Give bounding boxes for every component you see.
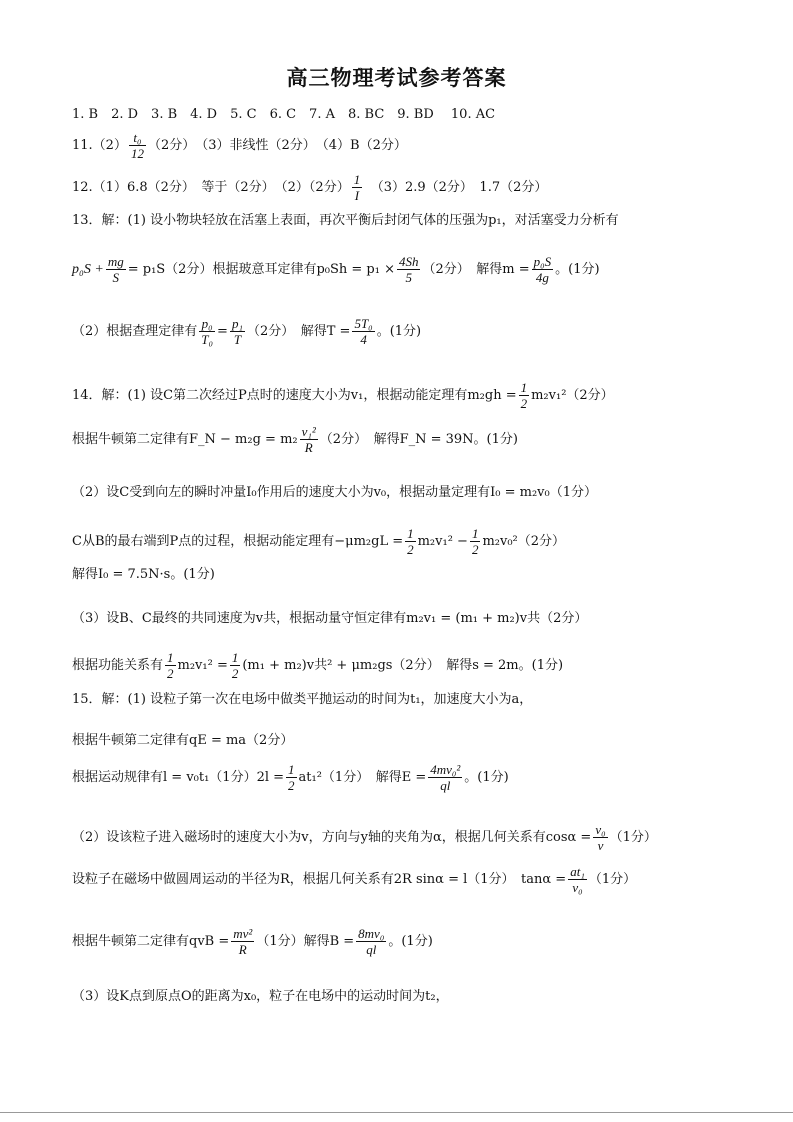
- fraction: $\frac{\text{at₁}}{\text{v₀}}$: [570, 864, 585, 895]
- fraction: $\frac{1}{2}$: [407, 526, 414, 557]
- answer-line-11: 11.（2） $\frac{\text{t₀}}{12}$ （2分） （3）非线性（2分） （4）B（2分）: [72, 130, 407, 161]
- answer-line-15-5: 设粒子在磁场中做圆周运动的半径为R，根据几何关系有2R sinα = l（1分） tanα = $\frac{\text{at₁}}{\text{v₀}}$ （1分）: [72, 864, 637, 895]
- fraction: $\frac{1}{2}$: [288, 762, 295, 793]
- answer-line-15-2: 根据牛顿第二定律有qE = ma（2分）: [72, 733, 294, 748]
- answer-line-15-6: 根据牛顿第二定律有qvB = $\frac{\text{mv²}}{R}$ （1分）解得B = $\frac{\text{8mv₀}}{ql}$ 。(1分): [72, 926, 433, 957]
- fraction: $\frac{1}{I}$: [353, 172, 361, 203]
- answer-line-14-3: （2）设C受到向左的瞬时冲量I₀作用后的速度大小为v₀，根据动量定理有I₀ = m₂v₀（1分）: [72, 485, 597, 500]
- fraction: $\frac{1}{2}$: [471, 526, 479, 557]
- answer-line-15-7: （3）设K点到原点O的距离为x₀，粒子在电场中的运动时间为t₂，: [72, 989, 449, 1004]
- fraction: $\frac{1}{2}$: [520, 380, 528, 411]
- answer-line-14-4: C从B的最右端到P点的过程，根据动能定理有−μm₂gL = $\frac{1}{2}$ m₂v₁² − $\frac{1}{2}$ m₂v₀²（2分）: [72, 526, 566, 557]
- answer-line-15-4: （2）设该粒子进入磁场时的速度大小为v，方向与y轴的夹角为α，根据几何关系有cosα = $\frac{\text{v₀}}{v}$ （1分）: [72, 822, 657, 853]
- fraction: $\frac{1}{2}$: [167, 650, 174, 681]
- fraction: $\frac{4Sh}{5}$: [398, 254, 419, 285]
- fraction: $\frac{\text{v₁²}}{R}$: [301, 424, 316, 455]
- page-bottom-rule: [0, 1112, 793, 1113]
- fraction: $\frac{\text{8mv₀}}{ql}$: [358, 926, 385, 957]
- fraction: $\frac{\text{p₀}}{\text{T₀}}$: [201, 316, 214, 347]
- fraction: $\frac{\text{5T₀}}{4}$: [354, 316, 373, 347]
- fraction: $\frac{\text{4mv₀²}}{ql}$: [430, 762, 461, 793]
- answer-line-12: 12.（1）6.8（2分） 等于（2分） （2）（2分） $\frac{1}{I}$ （3）2.9（2分） 1.7（2分）: [72, 172, 548, 203]
- answer-line-15-3: 根据运动规律有l = v₀t₁（1分）2l = $\frac{1}{2}$ at₁²（1分） 解得E = $\frac{\text{4mv₀²}}{ql}$ 。(1分): [72, 762, 509, 793]
- answer-line-13-intro: 13．解：(1) 设小物块轻放在活塞上表面，再次平衡后封闭气体的压强为p₁，对活塞受力分析有: [72, 213, 619, 228]
- answer-line-14-1: 14．解：(1) 设C第二次经过P点时的速度大小为v₁，根据动能定理有m₂gh = $\frac{1}{2}$ m₂v₁²（2分）: [72, 380, 614, 411]
- fraction: $\frac{\text{v₀}}{v}$: [595, 822, 606, 853]
- fraction: $\frac{\text{p₀S}}{4g}$: [533, 254, 552, 285]
- answer-line-mc: 1. B 2. D 3. B 4. D 5. C 6. C 7. A 8. BC 9. BD 10. AC: [72, 107, 496, 122]
- answer-line-14-6: （3）设B、C最终的共同速度为v共，根据动量守恒定律有m₂v₁ = (m₁ + m₂)v共（2分）: [72, 611, 588, 626]
- fraction: $\frac{\text{t₀}}{12}$: [130, 130, 144, 161]
- fraction: $\frac{1}{2}$: [231, 650, 239, 681]
- fraction: $\frac{\text{p₁}}{T}$: [231, 316, 243, 347]
- fraction: $\frac{\text{mv²}}{R}$: [233, 926, 253, 957]
- answer-line-14-5: 解得I₀ = 7.5N·s。(1分): [72, 567, 215, 582]
- answer-line-13-eq2: （2）根据查理定律有 $\frac{\text{p₀}}{\text{T₀}}$ = $\frac{\text{p₁}}{T}$ （2分） 解得T = $\frac{\text{5T₀}}{4}$ 。(1分): [72, 316, 422, 347]
- fraction: $\frac{mg}{S}$: [107, 254, 124, 285]
- answer-line-14-2: 根据牛顿第二定律有F_N − m₂g = m₂ $\frac{\text{v₁²}}{R}$ （2分） 解得F_N = 39N。(1分): [72, 424, 518, 455]
- answer-line-15-1: 15．解：(1) 设粒子第一次在电场中做类平抛运动的时间为t₁，加速度大小为a，: [72, 692, 533, 707]
- page-title: 高三物理考试参考答案: [286, 65, 507, 90]
- answer-line-14-7: 根据功能关系有 $\frac{1}{2}$ m₂v₁² = $\frac{1}{2}$ (m₁ + m₂)v共² + μm₂gs（2分） 解得s = 2m。(1分): [72, 650, 564, 681]
- answer-line-13-eq1: p₀S + $\frac{mg}{S}$ = p₁S（2分）根据玻意耳定律有p₀Sh = p₁ × $\frac{4Sh}{5}$ （2分） 解得m = $\frac{\text{p₀S}}{4g}$ 。(1分): [72, 254, 600, 285]
